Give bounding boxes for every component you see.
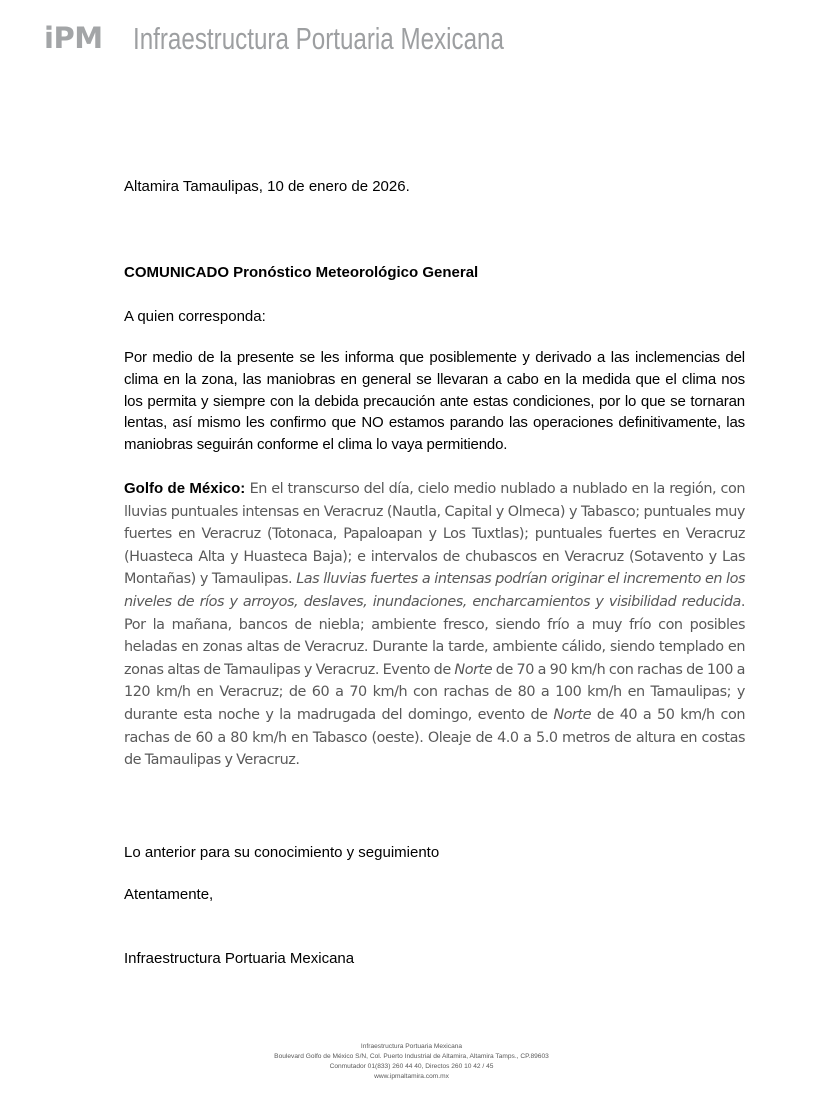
forecast-text: de 40 a 50 km/h con rachas de 60 a 80 km/h en Tabasco (oeste). Oleaje de 4.0 a 5.0 metros de altura en costas de Tamaulipas y Veracruz. [124,706,745,769]
salutation: A quien corresponda: [124,308,266,325]
forecast-text: de 70 a 90 km/h con rachas de 100 a 120 km/h en Veracruz; de 60 a 70 km/h con rachas de 80 a 100 km/h en Tamaulipas; y durante esta noche y la madrugada del domingo, evento de [124,661,745,723]
notice-paragraph: Por medio de la presente se les informa que posiblemente y derivado a las inclemencias del clima en la zona, las maniobras en general se llevaran a cabo en la medida que el clima nos los permita y siempre con la debida precaución ante estas condiciones, por lo que se tornaran lentas, así mismo les confirmo que NO estamos parando las operaciones definitivamente, las maniobras seguirán conforme el clima lo vaya permitiendo. [124,349,745,454]
ipm-logo: iPM [44,20,103,55]
letterhead [44,18,608,58]
closing-line: Lo anterior para su conocimiento y seguimiento [124,844,440,861]
forecast-paragraph [124,478,745,772]
forecast-text: . Por la mañana, bancos de niebla; ambiente fresco, siendo frío a muy frío con posibles heladas en zonas altas de Veracruz. Durante la tarde, ambiente cálido, siendo templado en zonas altas de Tamaulipas y Veracruz. Evento de [124,593,745,678]
date-line: Altamira Tamaulipas, 10 de enero de 2026. [124,178,410,195]
norte-term: Norte [454,661,493,678]
signature: Infraestructura Portuaria Mexicana [124,950,355,967]
footer-organization: Infraestructura Portuaria Mexicana [360,1043,463,1050]
norte-term: Norte [553,706,592,723]
footer-website[interactable]: www.ipmaltamira.com.mx [374,1073,449,1080]
forecast-text: En el transcurso del día, cielo medio nublado a nublado en la región, con lluvias puntuales intensas en Veracruz (Nautla, Capital y Olmeca) y Tabasco; puntuales muy fuertes en Veracruz (Totonaca, Papaloapan y Los Tuxtlas); puntuales fuertes en Veracruz (Huasteca Alta y Huasteca Baja); e intervalos de chubascos en Veracruz (Sotavento y Las Montañas) y Tamaulipas. [124,481,745,588]
valediction: Atentamente, [124,886,214,903]
document-title: COMUNICADO Pronóstico Meteorológico General [124,264,479,281]
footer [0,1042,823,1082]
organization-name: Infraestructura Portuaria Mexicana [132,20,504,56]
footer-address: Boulevard Golfo de México S/N, Col. Puerto Industrial de Altamira, Altamira Tamps., CP.89603 [274,1053,549,1060]
forecast-warning: Las lluvias fuertes a intensas podrían originar el incremento en los niveles de ríos y arroyos, deslaves, inundaciones, encharcamientos y visibilidad reducida [124,571,746,610]
forecast-region-label: Golfo de México: [124,480,246,497]
footer-phone: Conmutador 01(833) 260 44 40, Directos 260 10 42 / 45 [329,1063,494,1070]
